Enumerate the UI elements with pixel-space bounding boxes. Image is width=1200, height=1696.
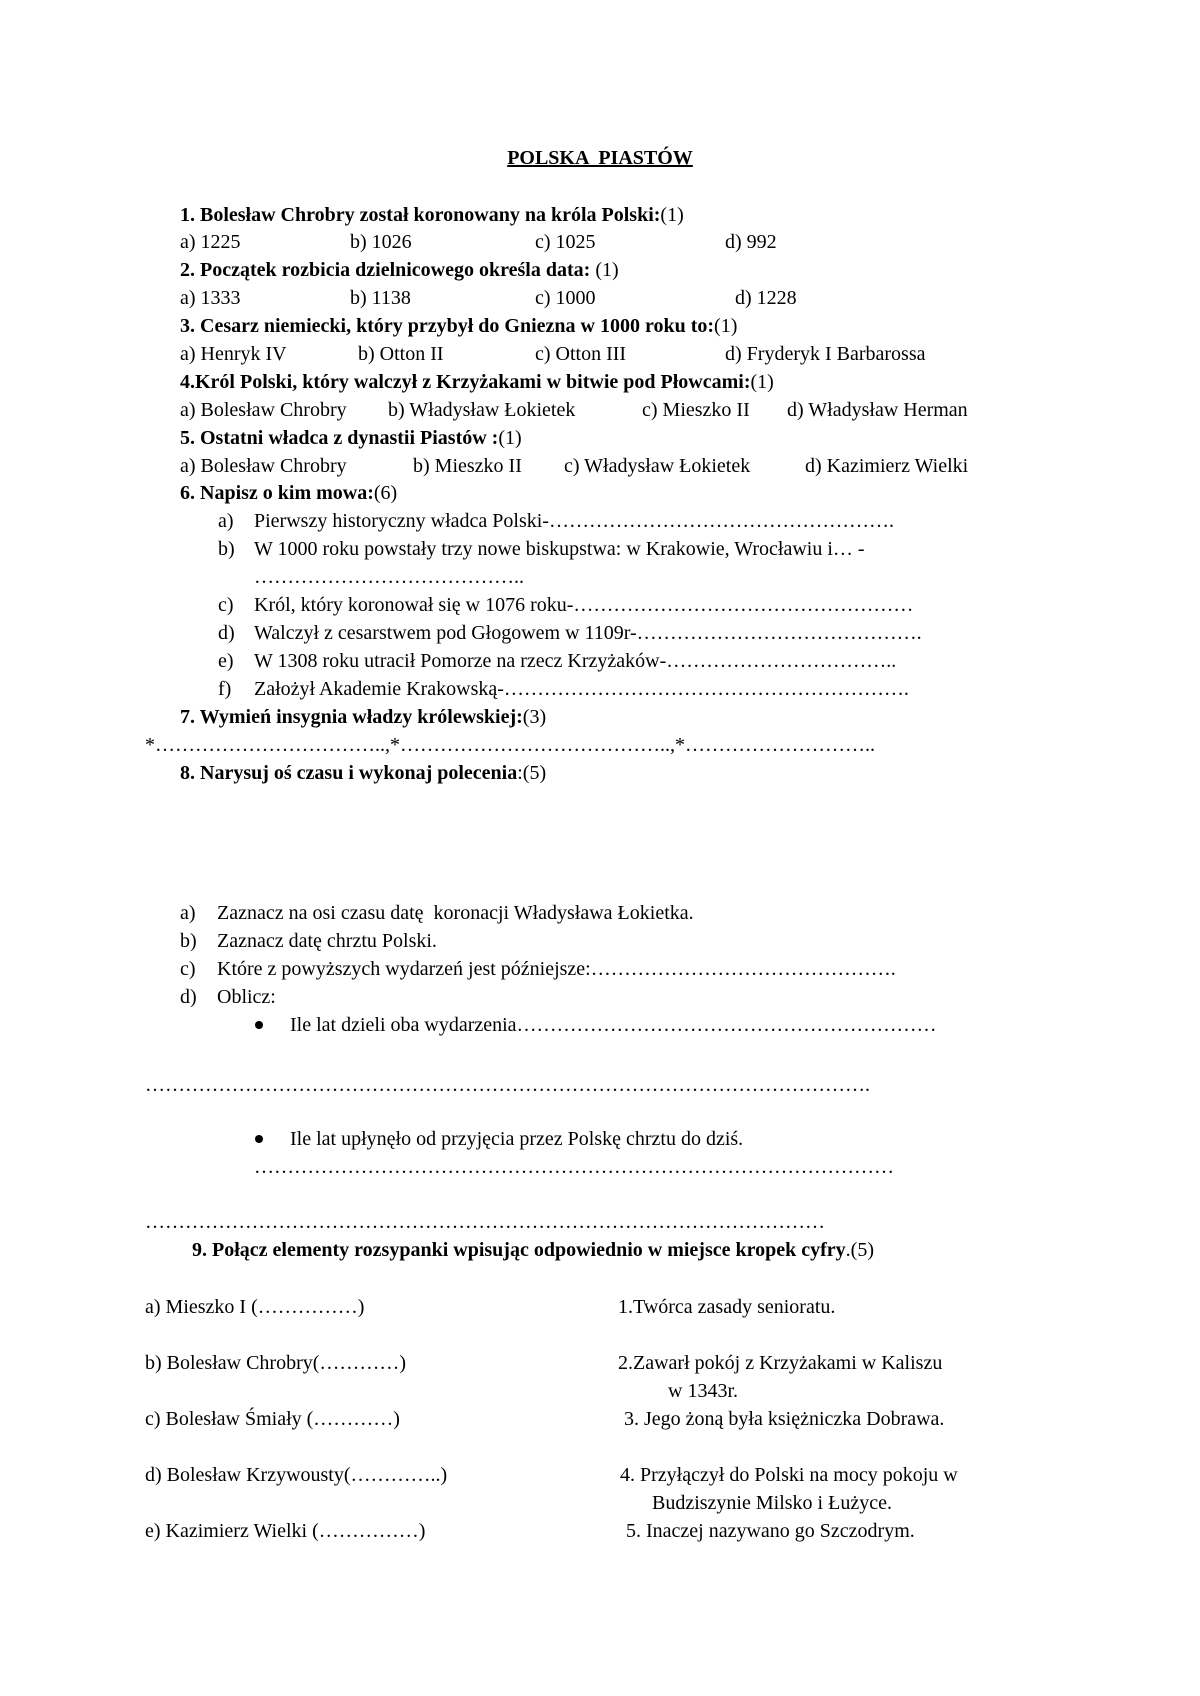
q5-option-c[interactable]: c) Władysław Łokietek xyxy=(564,455,751,477)
q6-item-b-letter: b) xyxy=(218,538,235,560)
question-7 xyxy=(180,705,546,729)
q1-option-a[interactable]: a) 1225 xyxy=(180,231,241,253)
page-title: POLSKA PIASTÓW xyxy=(507,147,693,169)
q4-option-c[interactable]: c) Mieszko II xyxy=(642,399,750,421)
q3-option-c[interactable]: c) Otton III xyxy=(535,343,627,365)
q6-item-e-letter: e) xyxy=(218,650,234,672)
question-3 xyxy=(180,314,737,338)
q8-answer-blank-3[interactable]: ………………………………………………………………………………………… xyxy=(145,1211,825,1233)
q5-option-a[interactable]: a) Bolesław Chrobry xyxy=(180,455,347,477)
bullet-icon xyxy=(255,1021,263,1029)
q9-right-item-3: 3. Jego żoną była księżniczka Dobrawa. xyxy=(624,1408,945,1430)
q6-item-a[interactable]: Pierwszy historyczny władca Polski-……………………………………………. xyxy=(254,510,894,532)
question-6-text: 6. Napisz o kim mowa: xyxy=(180,482,374,504)
question-7-points: (3) xyxy=(522,706,547,728)
question-2-text: 2. Początek rozbicia dzielnicowego określa data: xyxy=(180,259,591,281)
q6-item-d-letter: d) xyxy=(218,622,235,644)
timeline-drawing-area[interactable] xyxy=(180,790,1050,890)
q8-item-c[interactable]: Które z powyższych wydarzeń jest późniejsze:………………………………………. xyxy=(217,958,896,980)
question-1-text: 1. Bolesław Chrobry został koronowany na króla Polski: xyxy=(180,204,661,226)
q4-option-d[interactable]: d) Władysław Herman xyxy=(787,399,968,421)
q6-item-d[interactable]: Walczył z cesarstwem pod Głogowem w 1109r-……………………………………. xyxy=(254,622,922,644)
q8-item-b-letter: b) xyxy=(180,930,197,952)
q9-left-item-c[interactable]: c) Bolesław Śmiały (…………) xyxy=(145,1408,400,1430)
question-3-points: (1) xyxy=(714,315,738,337)
q8-item-a: Zaznacz na osi czasu datę koronacji Władysława Łokietka. xyxy=(217,902,694,924)
question-2-points: (1) xyxy=(590,259,619,281)
question-9-points: .(5) xyxy=(845,1239,874,1261)
q2-option-a[interactable]: a) 1333 xyxy=(180,287,241,309)
question-4-text: 4.Król Polski, który walczył z Krzyżakami w bitwie pod Płowcami: xyxy=(180,371,751,393)
question-8-text: 8. Narysuj oś czasu i wykonaj polecenia xyxy=(180,762,518,784)
question-6-points: (6) xyxy=(373,482,398,504)
question-4 xyxy=(180,370,774,394)
q6-item-f[interactable]: Założył Akademie Krakowską-……………………………………………………. xyxy=(254,678,909,700)
question-9 xyxy=(192,1238,874,1262)
q1-option-b[interactable]: b) 1026 xyxy=(350,231,412,253)
q8-bullet-1[interactable]: Ile lat dzieli oba wydarzenia……………………………………………………… xyxy=(290,1014,937,1036)
q9-right-item-4: 4. Przyłączył do Polski na mocy pokoju w xyxy=(620,1464,958,1486)
q9-right-item-2-continuation: w 1343r. xyxy=(668,1380,738,1402)
question-5 xyxy=(180,426,522,450)
q7-answer-blanks[interactable]: *……………………………..,*…………………………………..,*……………………….. xyxy=(145,734,875,756)
question-8-points: :(5) xyxy=(517,762,547,784)
q8-item-d: Oblicz: xyxy=(217,986,276,1008)
q9-left-item-b[interactable]: b) Bolesław Chrobry(…………) xyxy=(145,1352,407,1374)
question-5-points: (1) xyxy=(498,427,522,449)
q1-option-d[interactable]: d) 992 xyxy=(725,231,777,253)
q4-option-a[interactable]: a) Bolesław Chrobry xyxy=(180,399,347,421)
q3-option-a[interactable]: a) Henryk IV xyxy=(180,343,287,365)
q9-right-item-1: 1.Twórca zasady senioratu. xyxy=(618,1296,836,1318)
q2-option-c[interactable]: c) 1000 xyxy=(535,287,596,309)
q6-item-a-letter: a) xyxy=(218,510,234,532)
q8-bullet-2: Ile lat upłynęło od przyjęcia przez Polskę chrztu do dziś. xyxy=(290,1128,744,1150)
q2-option-b[interactable]: b) 1138 xyxy=(350,287,411,309)
question-5-text: 5. Ostatni władca z dynastii Piastów : xyxy=(180,427,499,449)
q9-left-item-a[interactable]: a) Mieszko I (……………) xyxy=(145,1296,365,1318)
q9-left-item-e[interactable]: e) Kazimierz Wielki (……………) xyxy=(145,1520,426,1542)
question-7-text: 7. Wymień insygnia władzy królewskiej: xyxy=(180,706,523,728)
q6-item-b-continuation[interactable]: ………………………………….. xyxy=(254,566,524,588)
question-9-text: 9. Połącz elementy rozsypanki wpisując odpowiednio w miejsce kropek cyfry xyxy=(192,1239,846,1261)
q6-item-c-letter: c) xyxy=(218,594,234,616)
q9-left-item-d[interactable]: d) Bolesław Krzywousty(…………..) xyxy=(145,1464,448,1486)
q6-item-c[interactable]: Król, który koronował się w 1076 roku-…………………………………………… xyxy=(254,594,914,616)
q6-item-b[interactable]: W 1000 roku powstały trzy nowe biskupstwa: w Krakowie, Wrocławiu i… - xyxy=(254,538,865,560)
question-3-text: 3. Cesarz niemiecki, który przybył do Gniezna w 1000 roku to: xyxy=(180,315,715,337)
q4-option-b[interactable]: b) Władysław Łokietek xyxy=(388,399,576,421)
question-4-points: (1) xyxy=(750,371,774,393)
q8-item-c-letter: c) xyxy=(180,958,196,980)
q8-item-d-letter: d) xyxy=(180,986,197,1008)
question-6 xyxy=(180,481,397,505)
bullet-icon xyxy=(255,1135,263,1143)
q6-item-e[interactable]: W 1308 roku utracił Pomorze na rzecz Krzyżaków-…………………………….. xyxy=(254,650,897,672)
q6-item-f-letter: f) xyxy=(218,678,232,700)
q8-answer-blank-2[interactable]: …………………………………………………………………………………… xyxy=(254,1156,894,1178)
question-1-points: (1) xyxy=(660,204,684,226)
q5-option-d[interactable]: d) Kazimierz Wielki xyxy=(805,455,969,477)
q3-option-d[interactable]: d) Fryderyk I Barbarossa xyxy=(725,343,926,365)
q9-right-item-2: 2.Zawarł pokój z Krzyżakami w Kaliszu xyxy=(618,1352,943,1374)
q8-item-b: Zaznacz datę chrztu Polski. xyxy=(217,930,437,952)
question-2 xyxy=(180,258,619,282)
question-8 xyxy=(180,761,546,785)
q9-right-item-4-continuation: Budziszynie Milsko i Łużyce. xyxy=(652,1492,892,1514)
q8-item-a-letter: a) xyxy=(180,902,196,924)
q1-option-c[interactable]: c) 1025 xyxy=(535,231,596,253)
question-1 xyxy=(180,203,684,227)
q5-option-b[interactable]: b) Mieszko II xyxy=(413,455,522,477)
q2-option-d[interactable]: d) 1228 xyxy=(735,287,797,309)
q9-right-item-5: 5. Inaczej nazywano go Szczodrym. xyxy=(626,1520,915,1542)
q8-answer-blank-1[interactable]: ………………………………………………………………………………………………. xyxy=(145,1074,870,1096)
q3-option-b[interactable]: b) Otton II xyxy=(358,343,444,365)
